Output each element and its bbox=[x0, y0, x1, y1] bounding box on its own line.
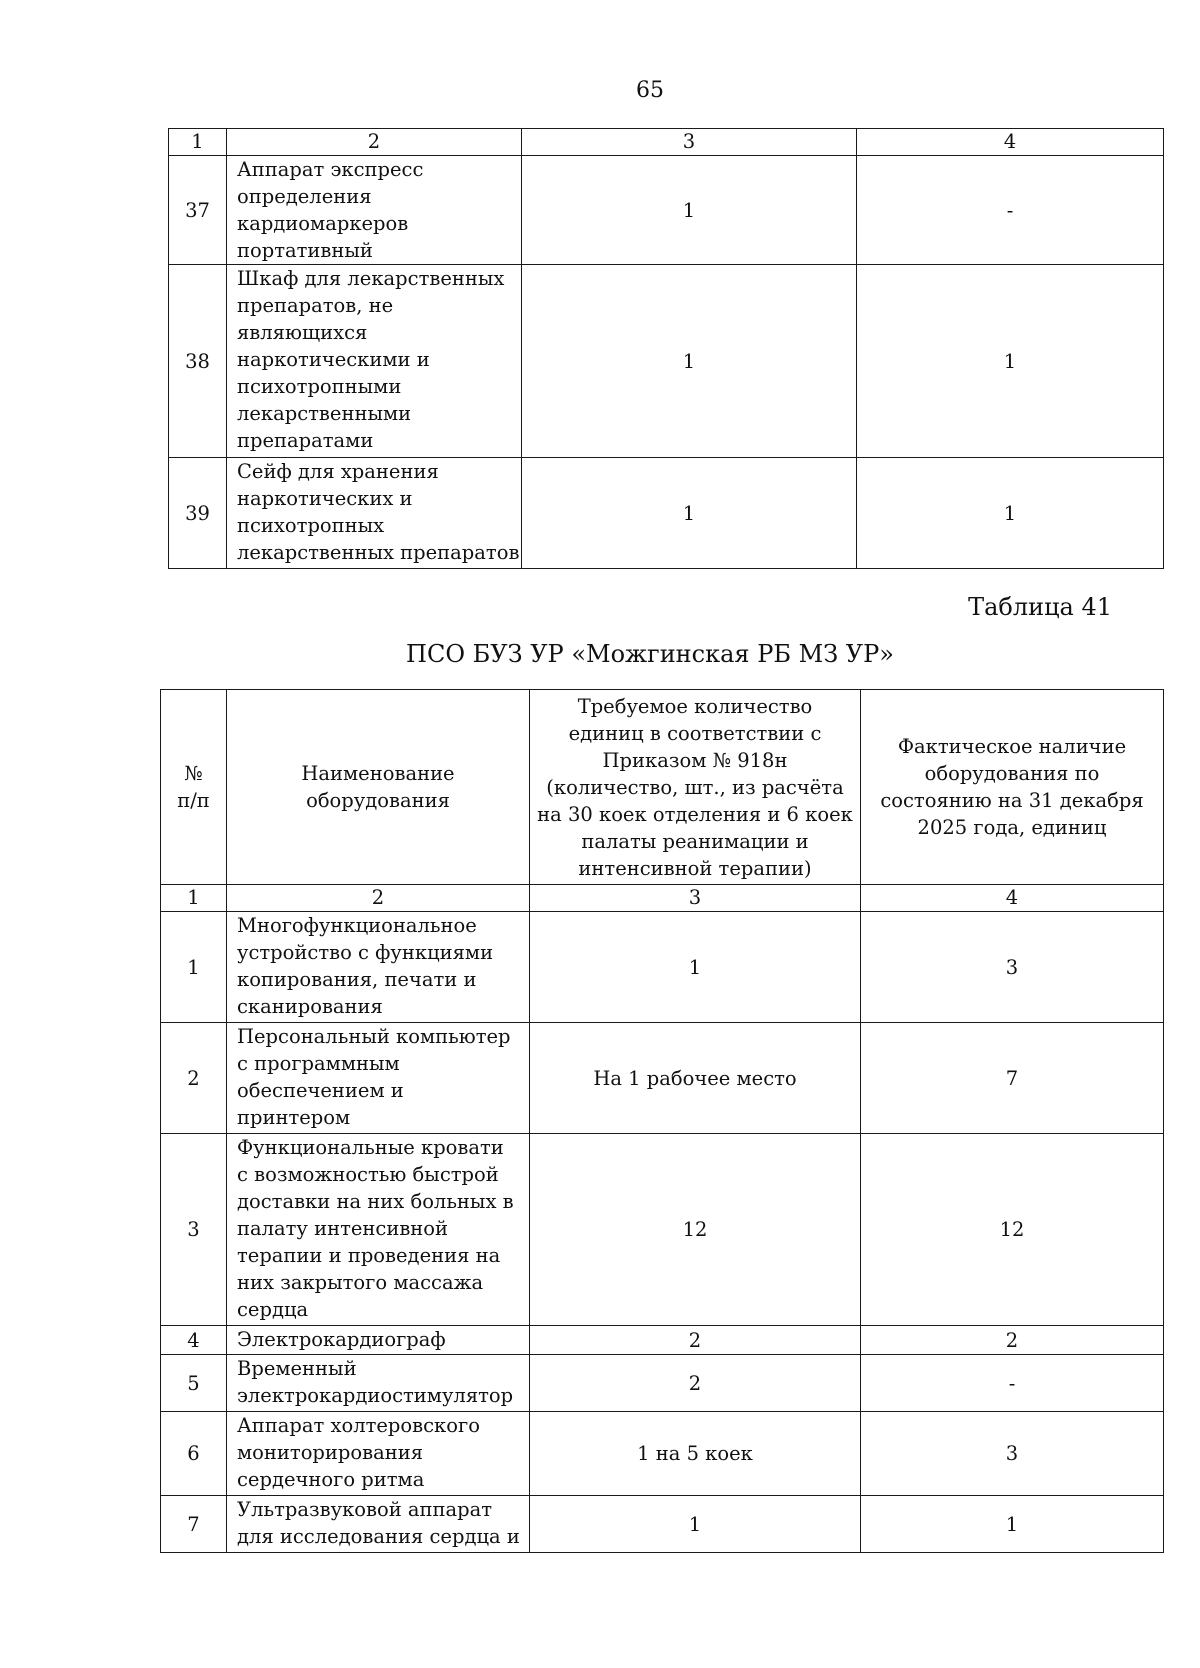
actual-quantity: 12 bbox=[861, 1134, 1164, 1326]
row-number: 2 bbox=[161, 1023, 227, 1134]
required-quantity: 1 bbox=[530, 1496, 861, 1553]
column-number: 3 bbox=[522, 129, 857, 156]
row-number: 38 bbox=[169, 265, 227, 458]
equipment-name-line: Функциональные кровати bbox=[237, 1136, 504, 1159]
equipment-name-line: мониторирования bbox=[237, 1441, 424, 1464]
equipment-name-line: с возможностью быстрой bbox=[237, 1163, 499, 1186]
required-quantity: 2 bbox=[530, 1355, 861, 1412]
table-number-label: Таблица 41 bbox=[968, 593, 1112, 621]
row-number: 6 bbox=[161, 1412, 227, 1496]
header-line: оборудования bbox=[306, 789, 450, 812]
column-number-row bbox=[169, 129, 1164, 156]
actual-quantity: - bbox=[857, 156, 1164, 265]
actual-quantity: 1 bbox=[857, 458, 1164, 569]
actual-quantity: 7 bbox=[861, 1023, 1164, 1134]
required-quantity: 1 bbox=[522, 458, 857, 569]
equipment-name-line: определения bbox=[237, 185, 372, 208]
table-row bbox=[161, 912, 1164, 1023]
header-line: № bbox=[184, 762, 203, 785]
equipment-name-line: психотропными bbox=[237, 375, 402, 398]
table-row bbox=[161, 1023, 1164, 1134]
column-number: 2 bbox=[227, 129, 522, 156]
equipment-name-line: кардиомаркеров bbox=[237, 212, 409, 235]
header-line: интенсивной терапии) bbox=[578, 856, 812, 880]
header-line: на 30 коек отделения и 6 коек bbox=[537, 802, 853, 826]
required-quantity: 1 bbox=[522, 156, 857, 265]
equipment-name bbox=[227, 156, 522, 265]
header-line: состоянию на 31 декабря bbox=[880, 789, 1144, 812]
table-row bbox=[169, 458, 1164, 569]
equipment-name-line: устройство с функциями bbox=[237, 941, 494, 964]
column-number: 1 bbox=[169, 129, 227, 156]
row-number: 4 bbox=[161, 1326, 227, 1355]
equipment-name bbox=[227, 458, 522, 569]
actual-quantity: - bbox=[861, 1355, 1164, 1412]
actual-quantity: 3 bbox=[861, 912, 1164, 1023]
equipment-name-line: для исследования сердца и bbox=[237, 1525, 520, 1548]
equipment-name-line: палату интенсивной bbox=[237, 1217, 449, 1240]
equipment-name-line: терапии и проведения на bbox=[237, 1244, 501, 1267]
header-line: (количество, шт., из расчёта bbox=[546, 775, 844, 799]
column-number: 3 bbox=[530, 885, 861, 912]
equipment-name-line: Многофункциональное bbox=[237, 914, 477, 937]
equipment-name-line: Ультразвуковой аппарат bbox=[237, 1498, 493, 1521]
equipment-name-line: препаратов, не bbox=[237, 294, 394, 317]
row-number: 37 bbox=[169, 156, 227, 265]
required-quantity: На 1 рабочее место bbox=[530, 1023, 861, 1134]
header-line: п/п bbox=[177, 789, 210, 812]
header-line: Наименование bbox=[301, 762, 455, 785]
equipment-name-line: портативный bbox=[237, 239, 373, 262]
table-row bbox=[161, 1134, 1164, 1326]
actual-quantity: 3 bbox=[861, 1412, 1164, 1496]
continued-equipment-table bbox=[168, 128, 1164, 569]
equipment-name-line: Электрокардиограф bbox=[237, 1328, 446, 1351]
equipment-name bbox=[227, 1023, 530, 1134]
equipment-name-line: Аппарат холтеровского bbox=[237, 1414, 480, 1437]
equipment-name-line: Сейф для хранения bbox=[237, 460, 439, 483]
page-number: 65 bbox=[636, 78, 664, 103]
column-number: 4 bbox=[861, 885, 1164, 912]
column-number: 1 bbox=[161, 885, 227, 912]
equipment-name-line: сканирования bbox=[237, 995, 383, 1018]
equipment-name bbox=[227, 1134, 530, 1326]
header-num bbox=[161, 690, 227, 885]
actual-quantity: 1 bbox=[861, 1496, 1164, 1553]
actual-quantity: 2 bbox=[861, 1326, 1164, 1355]
table-title: ПСО БУЗ УР «Можгинская РБ МЗ УР» bbox=[406, 640, 894, 668]
table-row bbox=[161, 1496, 1164, 1553]
header-line: единиц в соответствии с bbox=[568, 721, 822, 745]
header-required bbox=[530, 690, 861, 885]
equipment-name bbox=[227, 912, 530, 1023]
equipment-name-line: Временный bbox=[237, 1357, 357, 1380]
header-actual bbox=[861, 690, 1164, 885]
header-line: 2025 года, единиц bbox=[917, 816, 1107, 839]
required-quantity: 12 bbox=[530, 1134, 861, 1326]
equipment-name-line: препаратами bbox=[237, 429, 374, 452]
header-line: Приказом № 918н bbox=[602, 748, 788, 772]
row-number: 7 bbox=[161, 1496, 227, 1553]
equipment-name bbox=[227, 1355, 530, 1412]
equipment-name-line: являющихся bbox=[237, 321, 368, 344]
equipment-name-line: сердца bbox=[237, 1298, 309, 1321]
equipment-name-line: лекарственных препаратов bbox=[237, 541, 520, 564]
row-number: 5 bbox=[161, 1355, 227, 1412]
equipment-name bbox=[227, 1412, 530, 1496]
equipment-name-line: Шкаф для лекарственных bbox=[237, 267, 505, 290]
equipment-name-line: наркотическими и bbox=[237, 348, 430, 371]
equipment-table-41 bbox=[160, 689, 1164, 1553]
table-row bbox=[161, 1412, 1164, 1496]
row-number: 3 bbox=[161, 1134, 227, 1326]
equipment-name-line: лекарственными bbox=[237, 402, 412, 425]
header-line: Фактическое наличие bbox=[897, 735, 1127, 758]
equipment-name-line: Аппарат экспресс bbox=[237, 158, 424, 181]
table-row bbox=[169, 156, 1164, 265]
required-quantity: 1 на 5 коек bbox=[530, 1412, 861, 1496]
column-number: 4 bbox=[857, 129, 1164, 156]
actual-quantity: 1 bbox=[857, 265, 1164, 458]
equipment-name-line: электрокардиостимулятор bbox=[237, 1384, 514, 1407]
equipment-name bbox=[227, 265, 522, 458]
equipment-name bbox=[227, 1496, 530, 1553]
equipment-name-line: них закрытого массажа bbox=[237, 1271, 484, 1294]
required-quantity: 1 bbox=[522, 265, 857, 458]
header-line: палаты реанимации и bbox=[581, 829, 809, 853]
header-line: Требуемое количество bbox=[577, 694, 813, 718]
equipment-name-line: копирования, печати и bbox=[237, 968, 477, 991]
header-name bbox=[227, 690, 530, 885]
row-number: 39 bbox=[169, 458, 227, 569]
header-line: оборудования по bbox=[924, 762, 1100, 785]
header-row bbox=[161, 690, 1164, 885]
table-row bbox=[169, 265, 1164, 458]
column-number-row bbox=[161, 885, 1164, 912]
equipment-name-line: психотропных bbox=[237, 514, 385, 537]
equipment-name-line: обеспечением и bbox=[237, 1079, 404, 1102]
required-quantity: 1 bbox=[530, 912, 861, 1023]
equipment-name-line: сердечного ритма bbox=[237, 1468, 425, 1491]
row-number: 1 bbox=[161, 912, 227, 1023]
equipment-name-line: принтером bbox=[237, 1106, 351, 1129]
table-row bbox=[161, 1326, 1164, 1355]
column-number: 2 bbox=[227, 885, 530, 912]
equipment-name bbox=[227, 1326, 530, 1355]
required-quantity: 2 bbox=[530, 1326, 861, 1355]
equipment-name-line: наркотических и bbox=[237, 487, 413, 510]
table-row bbox=[161, 1355, 1164, 1412]
equipment-name-line: Персональный компьютер bbox=[237, 1025, 511, 1048]
equipment-name-line: доставки на них больных в bbox=[237, 1190, 514, 1213]
equipment-name-line: с программным bbox=[237, 1052, 400, 1075]
